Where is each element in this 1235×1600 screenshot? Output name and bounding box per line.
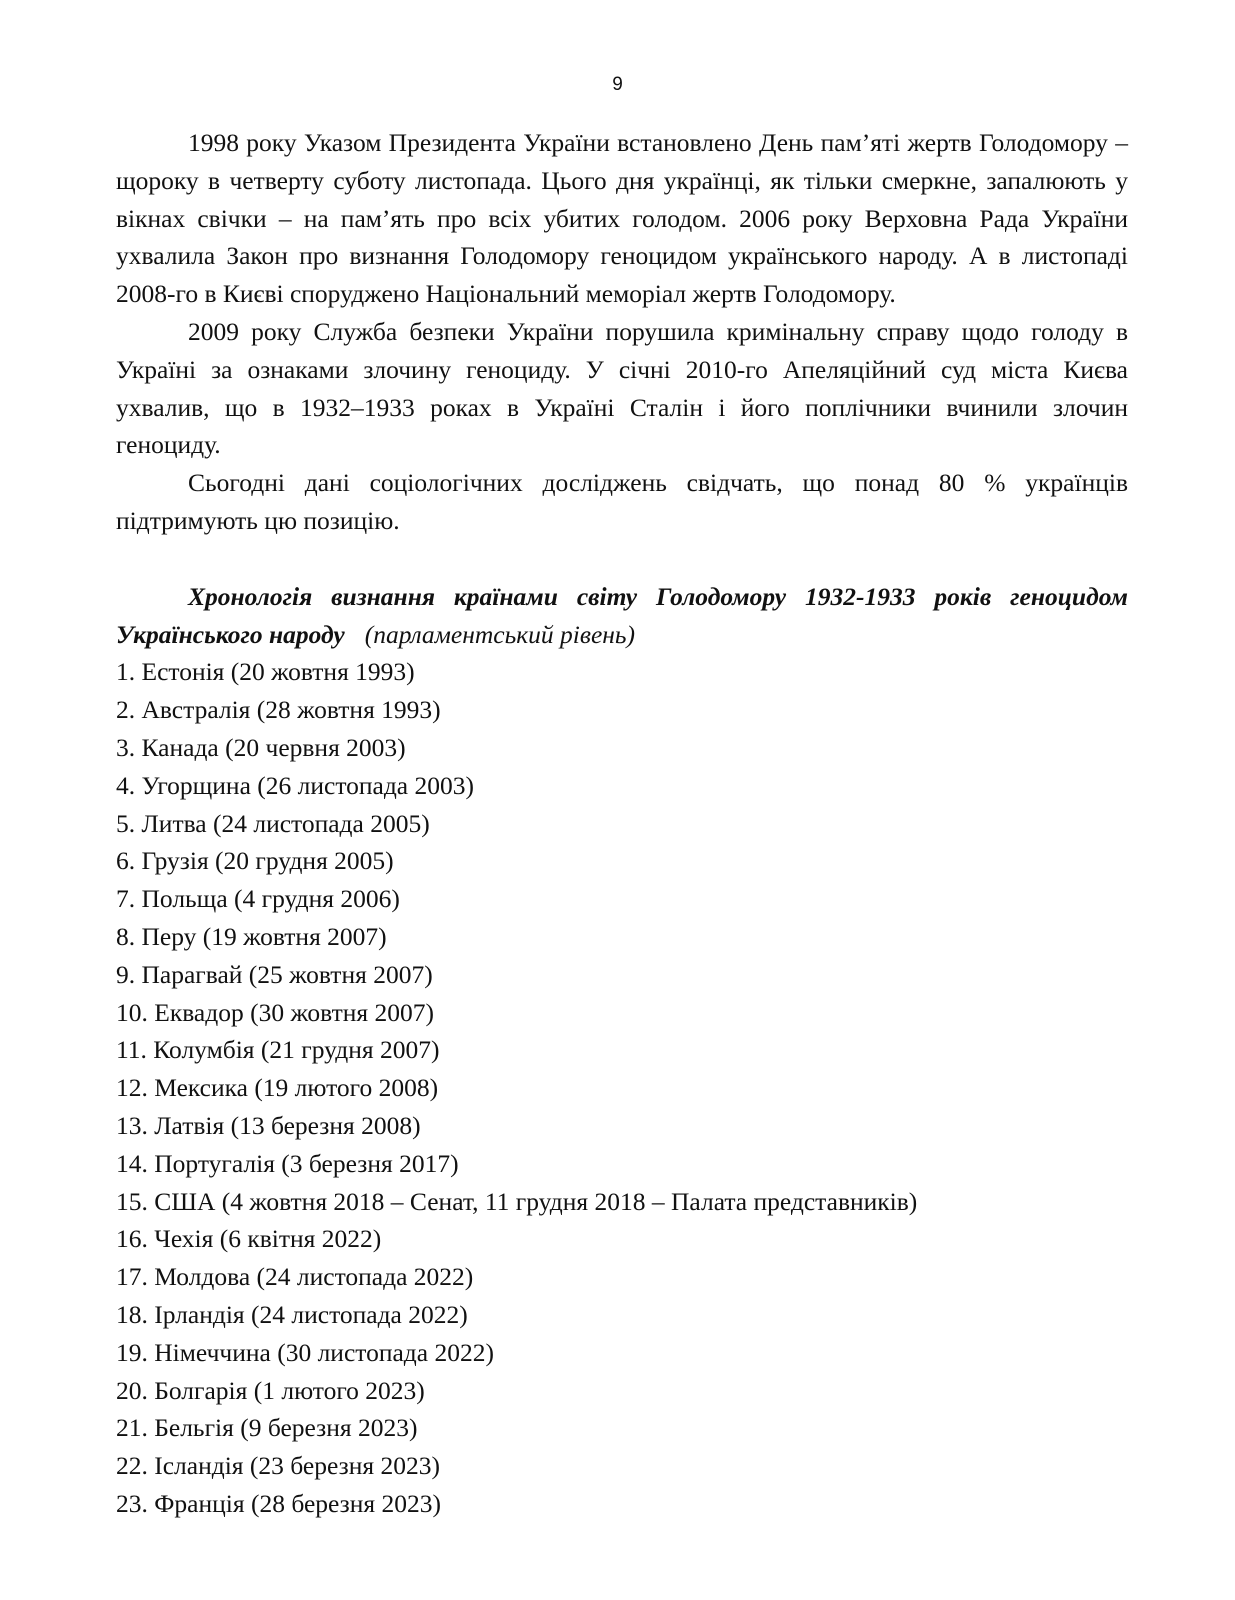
list-item: 20. Болгарія (1 лютого 2023) [116,1375,425,1405]
paragraph-sociology: Сьогодні дані соціологічних досліджень свідчать, що понад 80 % українців підтримують цю позицію. [116,468,1128,535]
list-item: 3. Канада (20 червня 2003) [116,732,406,762]
list-item: 4. Угорщина (26 листопада 2003) [116,770,474,800]
recognition-list [116,653,1128,1522]
list-item: 23. Франція (28 березня 2023) [116,1488,441,1518]
list-item: 14. Португалія (3 березня 2017) [116,1148,459,1178]
list-item: 6. Грузія (20 грудня 2005) [116,846,394,876]
chronology-subtitle: (парламентський рівень) [364,619,636,649]
list-item: 5. Литва (24 листопада 2005) [116,808,430,838]
list-item: 19. Німеччина (30 листопада 2022) [116,1337,494,1367]
list-item: 8. Перу (19 жовтня 2007) [116,921,387,951]
chronology-title: Хронологія визнання країнами світу Голодомору 1932-1933 років геноцидом Українського народу [116,581,1128,649]
list-item: 22. Ісландія (23 березня 2023) [116,1451,440,1481]
list-item: 7. Польща (4 грудня 2006) [116,884,400,914]
list-item: 13. Латвія (13 березня 2008) [116,1110,421,1140]
page-number: 9 [612,74,623,95]
list-item: 17. Молдова (24 листопада 2022) [116,1262,474,1292]
list-item: 9. Парагвай (25 жовтня 2007) [116,959,433,989]
list-item: 1. Естонія (20 жовтня 1993) [116,657,415,687]
list-item: 15. США (4 жовтня 2018 – Сенат, 11 грудня 2018 – Палата представників) [116,1186,918,1216]
list-item: 12. Мексика (19 лютого 2008) [116,1073,439,1103]
list-item: 16. Чехія (6 квітня 2022) [116,1224,382,1254]
list-item: 21. Бельгія (9 березня 2023) [116,1413,418,1443]
document-body [116,124,1128,1523]
paragraph-memorial-day: 1998 року Указом Президента України встановлено День пам’яті жертв Голодомору – щороку в четверту суботу листопада. Цього дня українці, як тільки смеркне, запалюють у вікнах свічки – на пам’ять про всіх убитих голодом. 2006 року Верховна Рада України ухвалила Закон про визнання Голодомору геноцидом українського народу. А в листопаді 2008-го в Києві споруджено Національний меморіал жертв Голодомору. [116,128,1128,309]
list-item: 11. Колумбія (21 грудня 2007) [116,1035,440,1065]
paragraph-criminal-case: 2009 року Служба безпеки України порушила кримінальну справу щодо голоду в Україні за ознаками злочину геноциду. У січні 2010-го Апеляційний суд міста Києва ухвалив, що в 1932–1933 роках в Україні Сталін і його поплічники вчинили злочин геноциду. [116,316,1128,460]
list-item: 18. Ірландія (24 листопада 2022) [116,1299,468,1329]
list-item: 2. Австралія (28 жовтня 1993) [116,695,441,725]
list-item: 10. Еквадор (30 жовтня 2007) [116,997,434,1027]
chronology-heading [116,578,1128,654]
